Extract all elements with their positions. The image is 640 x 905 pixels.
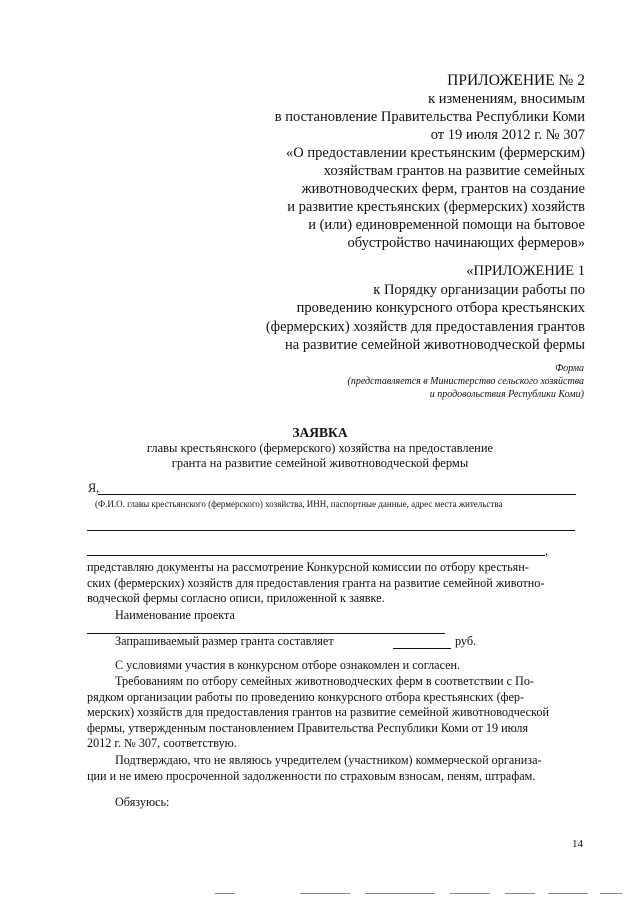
para-line: Подтверждаю, что не являюсь учредителем (участником) коммерческой организа- [115, 753, 542, 767]
header-line: от 19 июля 2012 г. № 307 [430, 127, 585, 143]
fio-input-line[interactable] [98, 494, 576, 495]
subtitle-line: главы крестьянского (фермерского) хозяйства на предоставление [146, 441, 494, 455]
para-line: Требованиям по отбору семейных животноводческих ферм в соответствии с По- [115, 674, 534, 688]
grant-amount-line[interactable] [393, 648, 451, 649]
scan-mark [450, 893, 490, 894]
appendix1-line: проведению конкурсного отбора крестьянских [296, 300, 585, 317]
project-name-label: Наименование проекта [115, 608, 235, 622]
para-line: представляю документы на рассмотрение Конкурсной комиссии по отбору крестьян- [87, 560, 529, 574]
para-documents [87, 560, 577, 607]
comma: , [545, 544, 549, 558]
para-line: рядком организации работы по проведению конкурсного отбора крестьянских (фер- [87, 689, 525, 704]
appendix-2-header [275, 72, 585, 252]
grant-size-label: Запрашиваемый размер гранта составляет [115, 634, 334, 648]
appendix1-line: «ПРИЛОЖЕНИЕ 1 [466, 263, 585, 279]
header-line: животноводческих ферм, грантов на создание [301, 181, 585, 197]
para-confirm [87, 753, 582, 784]
appendix1-line: на развитие семейной животноводческой фермы [285, 337, 585, 354]
para-line: ских (фермерских) хозяйств для предоставления гранта на развитие семейной животно- [87, 575, 545, 590]
appendix1-line: (фермерских) хозяйств для предоставления грантов [265, 318, 585, 335]
appendix-1-header [266, 262, 585, 355]
fio-continuation-line[interactable] [87, 530, 575, 531]
header-line: хозяйствам грантов на развитие семейных [323, 163, 585, 179]
fio-continuation-line-2[interactable] [87, 555, 545, 556]
header-line: и развитие крестьянских (фермерских) хозяйств [287, 199, 585, 215]
form-note-line: (представляется в Министерство сельского хозяйства [347, 376, 584, 387]
page-number: 14 [572, 838, 583, 850]
subtitle-line: гранта на развитие семейной животноводческой фермы [171, 456, 469, 470]
application-title: ЗАЯВКА [292, 425, 348, 440]
header-line: ПРИЛОЖЕНИЕ № 2 [447, 72, 585, 89]
header-line: обустройство начинающих фермеров» [347, 235, 585, 251]
rub-label: руб. [455, 634, 477, 648]
header-line: и (или) единовременной помощи на бытовое [308, 217, 585, 233]
scan-mark [365, 893, 435, 894]
para-line: фермы, утвержденным постановлением Правительства Республики Коми от 19 июля [87, 720, 529, 735]
para-line: ции и не имею просроченной задолженности по страховым взносам, пеням, штрафам. [87, 768, 536, 783]
para-requirements [87, 674, 582, 752]
scan-mark [215, 893, 235, 894]
scan-mark [548, 893, 588, 894]
appendix1-line: к Порядку организации работы по [373, 281, 585, 298]
para-line: 2012 г. № 307, соответствую. [87, 736, 237, 751]
ya-label: Я, [88, 481, 100, 495]
form-note-line: и продовольствия Республики Коми) [429, 389, 584, 400]
header-line: «О предоставлении крестьянским (фермерским) [286, 145, 585, 161]
para-line: водческой фермы согласно описи, приложенной к заявке. [87, 591, 385, 606]
header-line: к изменениям, вносимым [428, 91, 585, 107]
obligations-label: Обязуюсь: [115, 795, 170, 809]
scan-mark [300, 893, 350, 894]
form-note-line: Форма [555, 363, 584, 374]
form-note [347, 362, 584, 401]
scan-mark [505, 893, 535, 894]
application-subtitle [0, 441, 640, 471]
scan-mark [600, 893, 622, 894]
para-agree: С условиями участия в конкурсном отборе ознакомлен и согласен. [115, 658, 461, 672]
fio-caption: (Ф.И.О. главы крестьянского (фермерского) хозяйства, ИНН, паспортные данные, адрес места жительства [95, 499, 503, 509]
header-line: в постановление Правительства Республики Коми [274, 109, 585, 125]
para-line: мерских) хозяйств для предоставления грантов на развитие семейной животноводческой [87, 705, 549, 720]
